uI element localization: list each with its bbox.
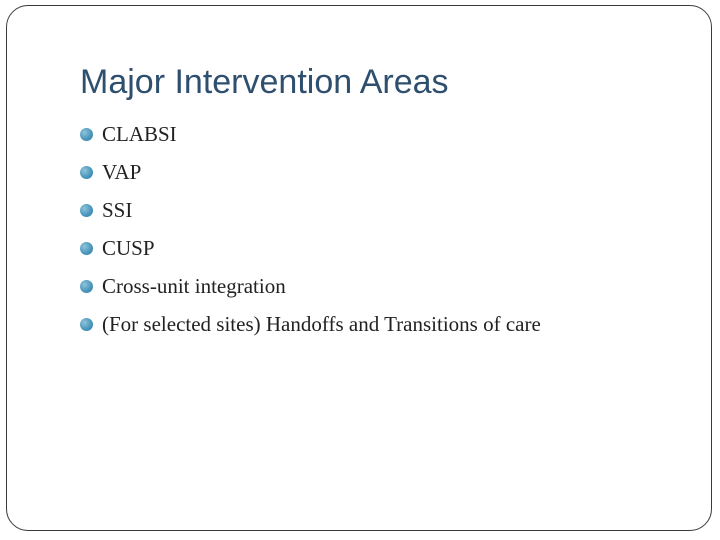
bullet-list: [80, 115, 541, 343]
bullet-text: (For selected sites) Handoffs and Transitions of care: [102, 311, 541, 336]
bullet-icon: [80, 318, 93, 331]
bullet-text: SSI: [102, 197, 133, 222]
bullet-text: Cross-unit integration: [102, 273, 286, 298]
bullet-item-cusp: [80, 229, 541, 267]
bullet-text: VAP: [102, 159, 142, 184]
bullet-icon: [80, 280, 93, 293]
bullet-item-handoffs-transitions: [80, 305, 541, 343]
bullet-item-vap: [80, 153, 541, 191]
bullet-text: CLABSI: [102, 121, 177, 146]
bullet-icon: [80, 128, 93, 141]
bullet-item-ssi: [80, 191, 541, 229]
bullet-icon: [80, 242, 93, 255]
bullet-text: CUSP: [102, 235, 155, 260]
slide-title: Major Intervention Areas: [80, 63, 449, 101]
bullet-icon: [80, 166, 93, 179]
bullet-item-cross-unit-integration: [80, 267, 541, 305]
bullet-icon: [80, 204, 93, 217]
bullet-item-clabsi: [80, 115, 541, 153]
